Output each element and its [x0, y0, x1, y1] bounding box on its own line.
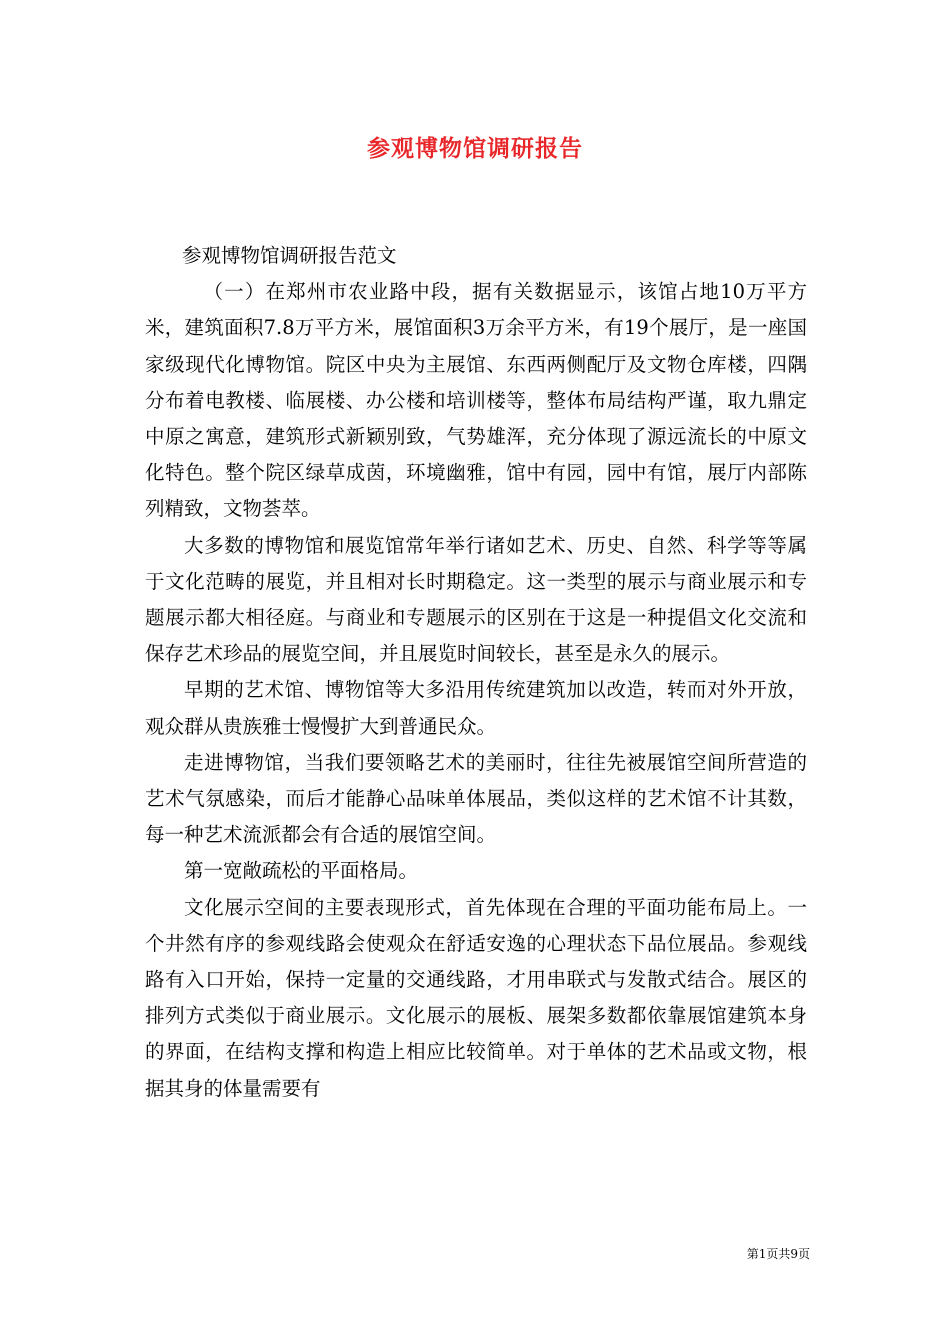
paragraph-4: 走进博物馆，当我们要领略艺术的美丽时，往往先被展馆空间所营造的艺术气氛感染，而后才能静心品味单体展品，类似这样的艺术馆不计其数，每一种艺术流派都会有合适的展馆空间。 — [145, 750, 807, 847]
paragraph-3: 早期的艺术馆、博物馆等大多沿用传统建筑加以改造，转而对外开放，观众群从贵族雅士慢慢扩大到普通民众。 — [145, 678, 807, 738]
document-title: 参观博物馆调研报告 — [367, 135, 583, 162]
paragraph-1: （一）在郑州市农业路中段，据有关数据显示，该馆占地10万平方米，建筑面积7.8万平方米，展馆面积3万余平方米，有19个展厅，是一座国家级现代化博物馆。院区中央为主展馆、东西两侧配厅及文物仓库楼，四隅分布着电教楼、临展楼、办公楼和培训楼等，整体布局结构严谨，取九鼎定中原之寓意，建筑形式新颖别致，气势雄浑，充分体现了源远流长的中原文化特色。整个院区绿草成茵，环境幽雅，馆中有园，园中有馆，展厅内部陈列精致，文物荟萃。 — [145, 280, 807, 521]
paragraph-2: 大多数的博物馆和展览馆常年举行诸如艺术、历史、自然、科学等等属于文化范畴的展览，并且相对长时期稳定。这一类型的展示与商业展示和专题展示都大相径庭。与商业和专题展示的区别在于这是一种提倡文化交流和保存艺术珍品的展览空间，并且展览时间较长，甚至是永久的展示。 — [145, 533, 807, 666]
page-number — [700, 1246, 810, 1262]
paragraph-5: 第一宽敞疏松的平面格局。 — [184, 859, 419, 883]
paragraph-6: 文化展示空间的主要表现形式，首先体现在合理的平面功能布局上。一个井然有序的参观线路会使观众在舒适安逸的心理状态下品位展品。参观线路有入口开始，保持一定量的交通线路，才用串联式与发散式结合。展区的排列方式类似于商业展示。文化展示的展板、展架多数都依靠展馆建筑本身的界面，在结构支撑和构造上相应比较简单。对于单体的艺术品或文物，根据其身的体量需要有 — [145, 895, 807, 1100]
document-body — [145, 238, 807, 1107]
document-subtitle: 参观博物馆调研报告范文 — [182, 244, 397, 267]
page-number-text: 第1页共9页 — [746, 1247, 810, 1261]
